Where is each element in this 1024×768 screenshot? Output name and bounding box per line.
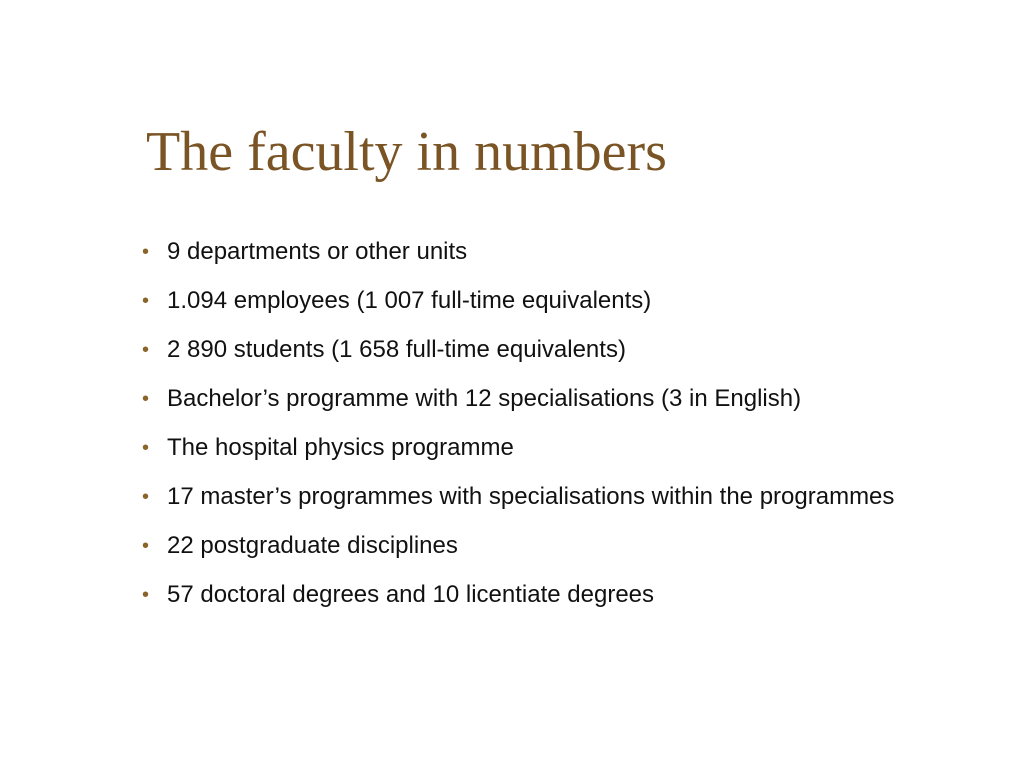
list-item: [142, 282, 942, 320]
bullet-icon: •: [142, 339, 150, 361]
list-item: [142, 331, 942, 369]
list-item-text: 9 departments or other units: [167, 238, 468, 265]
list-item: [142, 380, 942, 418]
bullet-icon: •: [142, 584, 150, 606]
list-item-text: 1.094 employees (1 007 full-time equivalents): [167, 287, 652, 314]
list-item: [142, 429, 942, 467]
list-item-text: 2 890 students (1 658 full-time equivalents): [167, 336, 626, 363]
bullet-icon: •: [142, 241, 150, 263]
list-item-text: 17 master’s programmes with specialisations within the programmes: [167, 483, 895, 510]
bullet-icon: •: [142, 437, 150, 459]
bullet-list: [142, 233, 942, 625]
list-item-text: 22 postgraduate disciplines: [167, 532, 458, 559]
bullet-icon: •: [142, 535, 150, 557]
list-item: [142, 576, 942, 614]
list-item: [142, 233, 942, 271]
list-item-text: The hospital physics programme: [167, 434, 514, 461]
bullet-icon: •: [142, 290, 150, 312]
list-item-text: Bachelor’s programme with 12 specialisations (3 in English): [167, 385, 802, 412]
list-item: [142, 478, 942, 516]
slide-title: The faculty in numbers: [146, 121, 667, 183]
bullet-icon: •: [142, 486, 150, 508]
bullet-icon: •: [142, 388, 150, 410]
list-item-text: 57 doctoral degrees and 10 licentiate degrees: [167, 581, 655, 608]
list-item: [142, 527, 942, 565]
